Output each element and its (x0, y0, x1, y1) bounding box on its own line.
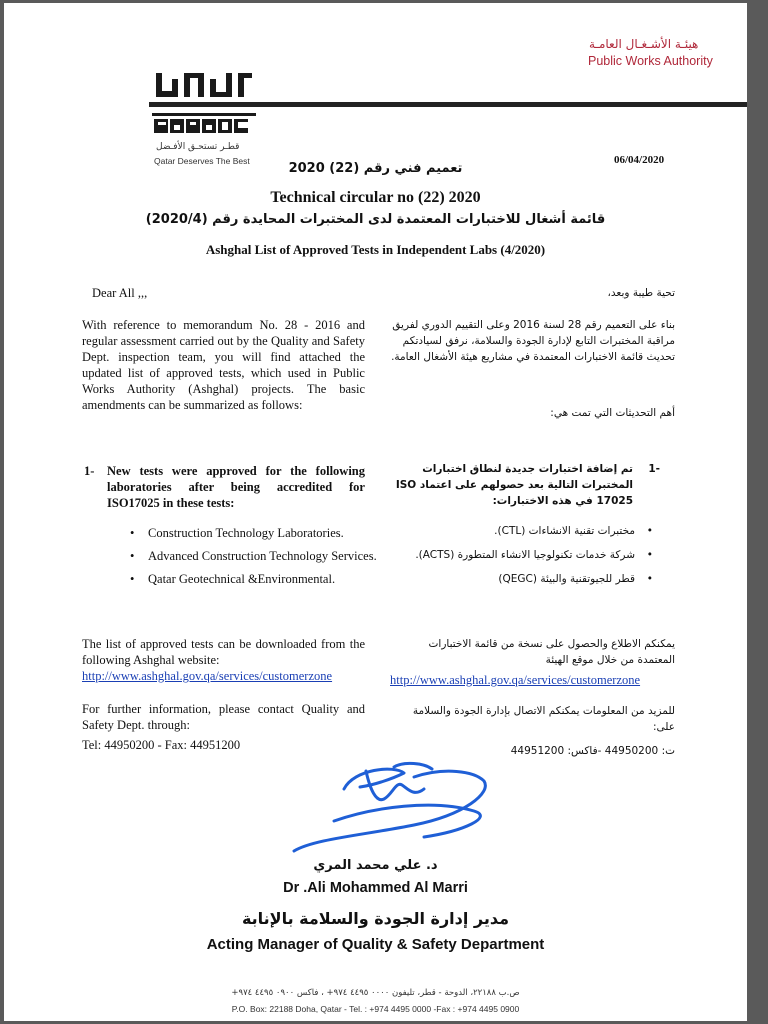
list-title-arabic: قائمة أشغال للاختبارات المعتمدة لدى المختبرات المحايدة رقم (2020/4) (145, 212, 606, 227)
tel-fax-english: Tel: 44950200 - Fax: 44951200 (82, 738, 241, 752)
logo-tagline-english: Qatar Deserves The Best (154, 156, 250, 166)
logo-tagline-arabic: قطـر تستحـق الأفـضل (156, 142, 240, 152)
item-number-english: 1- (84, 464, 95, 478)
labs-list-arabic (390, 523, 653, 595)
signature-scribble (274, 759, 504, 859)
signatory-name-english: Dr .Ali Mohammed Al Marri (283, 880, 468, 896)
list-item: • Advanced Construction Technology Services. (148, 549, 388, 564)
footer-address-arabic: ص.ب ٢٢١٨٨، الدوحة - قطر، تليفون ٠٠٠٠ ٤٤٩٥ ٩٧٤+ ، فاكس ٠٩٠٠ ٤٤٩٥ ٩٧٤+ (231, 988, 520, 998)
list-item: • قطر للجيوتقنية والبيئة (QEGC) (390, 571, 635, 587)
contact-text-english: For further information, please contact Quality and Safety Dept. through: (82, 702, 365, 732)
signatory-name-arabic: د. علي محمد المري (313, 858, 438, 873)
list-item: • Construction Technology Laboratories. (148, 526, 388, 541)
list-item: • Qatar Geotechnical &Environmental. (148, 572, 388, 587)
greeting-english: Dear All ,,, (92, 286, 148, 300)
download-text-arabic: يمكنكم الاطلاع والحصول على نسخة من قائمة الاختبارات المعتمدة من خلال موقع الهيئة (428, 638, 675, 666)
website-link-arabic[interactable]: http://www.ashghal.gov.qa/services/customerzone (390, 673, 641, 687)
greeting-arabic: تحية طيبة وبعد، (607, 287, 675, 299)
contact-text-arabic: للمزيد من المعلومات يمكنكم الاتصال بإدارة الجودة والسلامة على: (412, 705, 675, 733)
intro-english: With reference to memorandum No. 28 - 2016 and regular assessment carried out by the Quality and Safety Dept. inspection team, you will find attached the updated list of approved tests, which used in Public Works Authority (Ashghal) projects. The basic amendments can be summarized as follows: (82, 318, 365, 412)
website-link-english[interactable]: http://www.ashghal.gov.qa/services/customerzone (82, 669, 333, 683)
list-item: • شركة خدمات تكنولوجيا الانشاء المتطورة (ACTS). (390, 547, 635, 563)
list-title-english: Ashghal List of Approved Tests in Independent Labs (4/2020) (205, 242, 546, 257)
ashghal-logo (152, 73, 262, 141)
intro-arabic: بناء على التعميم رقم 28 لسنة 2016 وعلى التقييم الدوري لفريق مراقبة المختبرات التابع لإدارة الجودة والسلامة، نرفق لسيادتكم تحديث قائمة الاختبارات المعتمدة في مشاريع هيئة الأشغال العامة. (391, 319, 675, 363)
updates-heading-arabic: أهم التحديثات التي تمت هي: (550, 407, 675, 419)
authority-name-english: Public Works Authority (588, 54, 713, 68)
header-rule (149, 102, 747, 107)
circular-title-english: Technical circular no (22) 2020 (270, 189, 481, 206)
list-item: • مختبرات تقنية الانشاءات (CTL). (390, 523, 635, 539)
circular-title-arabic: تعميم فني رقم (22) 2020 (288, 161, 463, 176)
circular-date: 06/04/2020 (614, 154, 665, 166)
item-text-arabic: تم إضافة اختبارات جديدة لنطاق اختبارات المختبرات التالية بعد حصولهم على اعتماد ISO 17025 في هذه الاختبارات: (395, 463, 633, 507)
item-text-english: New tests were approved for the following laboratories after being accredited for ISO17025 in these tests: (107, 464, 365, 510)
tel-fax-arabic: ت: 44950200 -فاكس: 44951200 (510, 745, 675, 757)
download-text-english: The list of approved tests can be downloaded from the following Ashghal website: (82, 637, 365, 667)
signatory-title-english: Acting Manager of Quality & Safety Department (206, 936, 545, 953)
authority-name-arabic: هيئـة الأشـغـال العامـة (589, 37, 699, 51)
item-number-arabic: -1 (648, 463, 660, 475)
footer-address-english: P.O. Box: 22188 Doha, Qatar - Tel. : +974 4495 0000 -Fax : +974 4495 0900 (231, 1004, 520, 1014)
labs-list-english (130, 526, 388, 595)
signatory-title-arabic: مدير إدارة الجودة والسلامة بالإنابة (241, 909, 510, 928)
document-page (4, 3, 747, 1021)
